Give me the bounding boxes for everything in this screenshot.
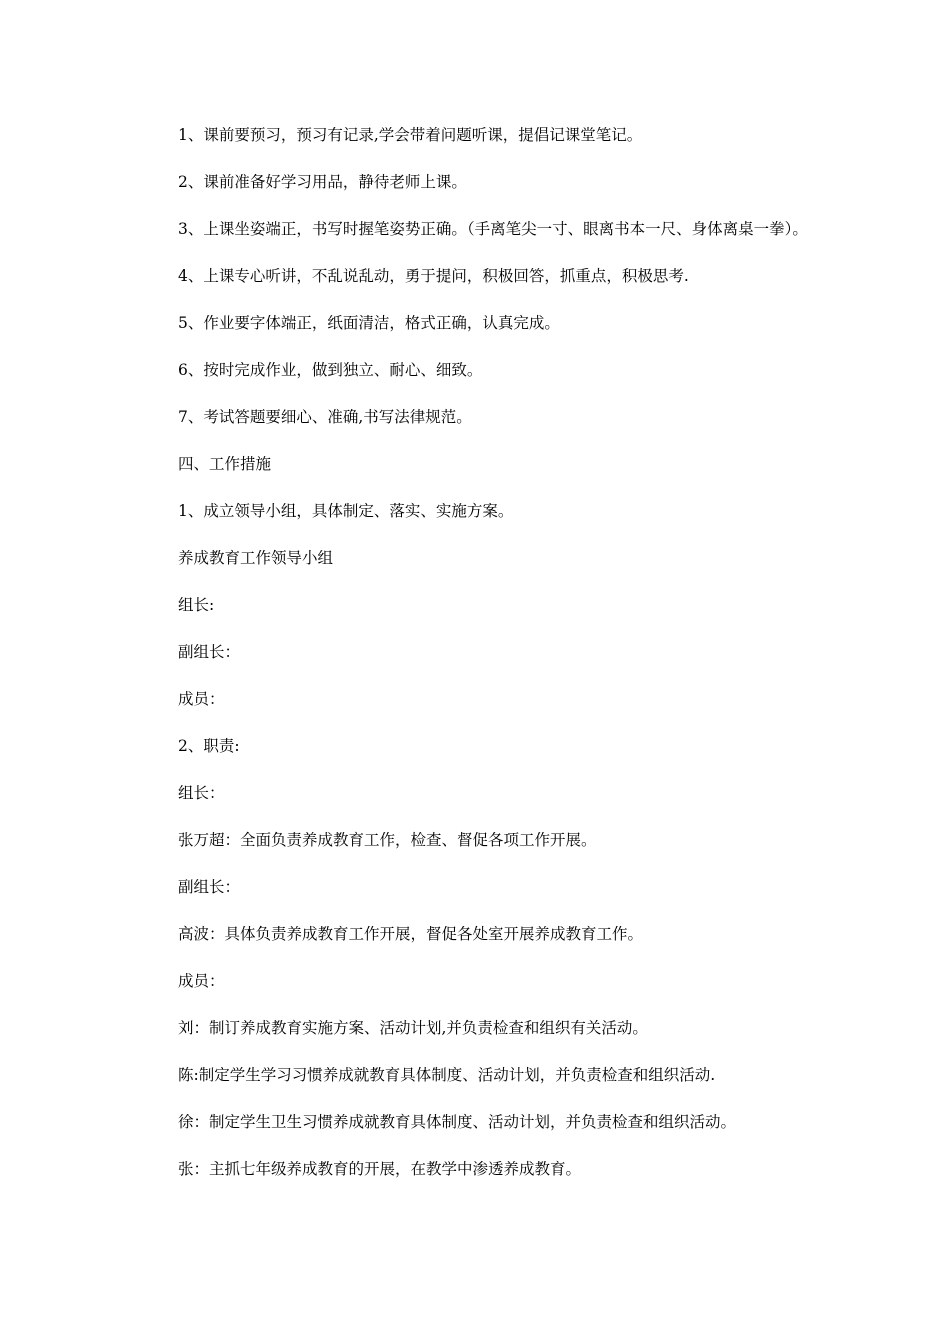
paragraph-rule-4: 4、上课专心听讲，不乱说乱动，勇于提问，积极回答，抓重点，积极思考. [178,267,689,285]
group-title: 养成教育工作领导小组 [178,549,334,567]
duty-gao-bo: 高波：具体负责养成教育工作开展，督促各处室开展养成教育工作。 [178,925,644,943]
duty-zhang: 张：主抓七年级养成教育的开展，在教学中渗透养成教育。 [178,1160,582,1178]
members-label: 成员： [178,690,225,708]
duties-heading: 2、职责: [178,737,240,755]
section-heading-measures: 四、工作措施 [178,455,272,473]
duty-chen: 陈:制定学生学习习惯养成就教育具体制度、活动计划，并负责检查和组织活动. [178,1066,716,1084]
document-body [142,124,808,1205]
paragraph-rule-6: 6、按时完成作业，做到独立、耐心、细致。 [178,361,483,379]
paragraph-rule-7: 7、考试答题要细心、准确,书写法律规范。 [178,408,472,426]
paragraph-rule-3: 3、上课坐姿端正，书写时握笔姿势正确。（手离笔尖一寸、眼离书本一尺、身体离桌一拳）。 [178,220,808,238]
group-leader-label: 组长: [178,596,215,614]
duties-deputy-label: 副组长： [178,878,241,896]
deputy-leader-label: 副组长： [178,643,241,661]
paragraph-rule-5: 5、作业要字体端正，纸面清洁，格式正确，认真完成。 [178,314,560,332]
duties-leader-label: 组长： [178,784,225,802]
paragraph-rule-2: 2、课前准备好学习用品，静待老师上课。 [178,173,467,191]
duty-xu: 徐：制定学生卫生习惯养成就教育具体制度、活动计划，并负责检查和组织活动。 [178,1113,737,1131]
paragraph-rule-1: 1、课前要预习，预习有记录,学会带着问题听课，提倡记课堂笔记。 [178,126,643,144]
duty-zhang-wanchao: 张万超：全面负责养成教育工作，检查、督促各项工作开展。 [178,831,597,849]
duties-members-label: 成员： [178,972,225,990]
duty-liu: 刘：制订养成教育实施方案、活动计划,并负责检查和组织有关活动。 [178,1019,648,1037]
paragraph-measure-1: 1、成立领导小组，具体制定、落实、实施方案。 [178,502,514,520]
